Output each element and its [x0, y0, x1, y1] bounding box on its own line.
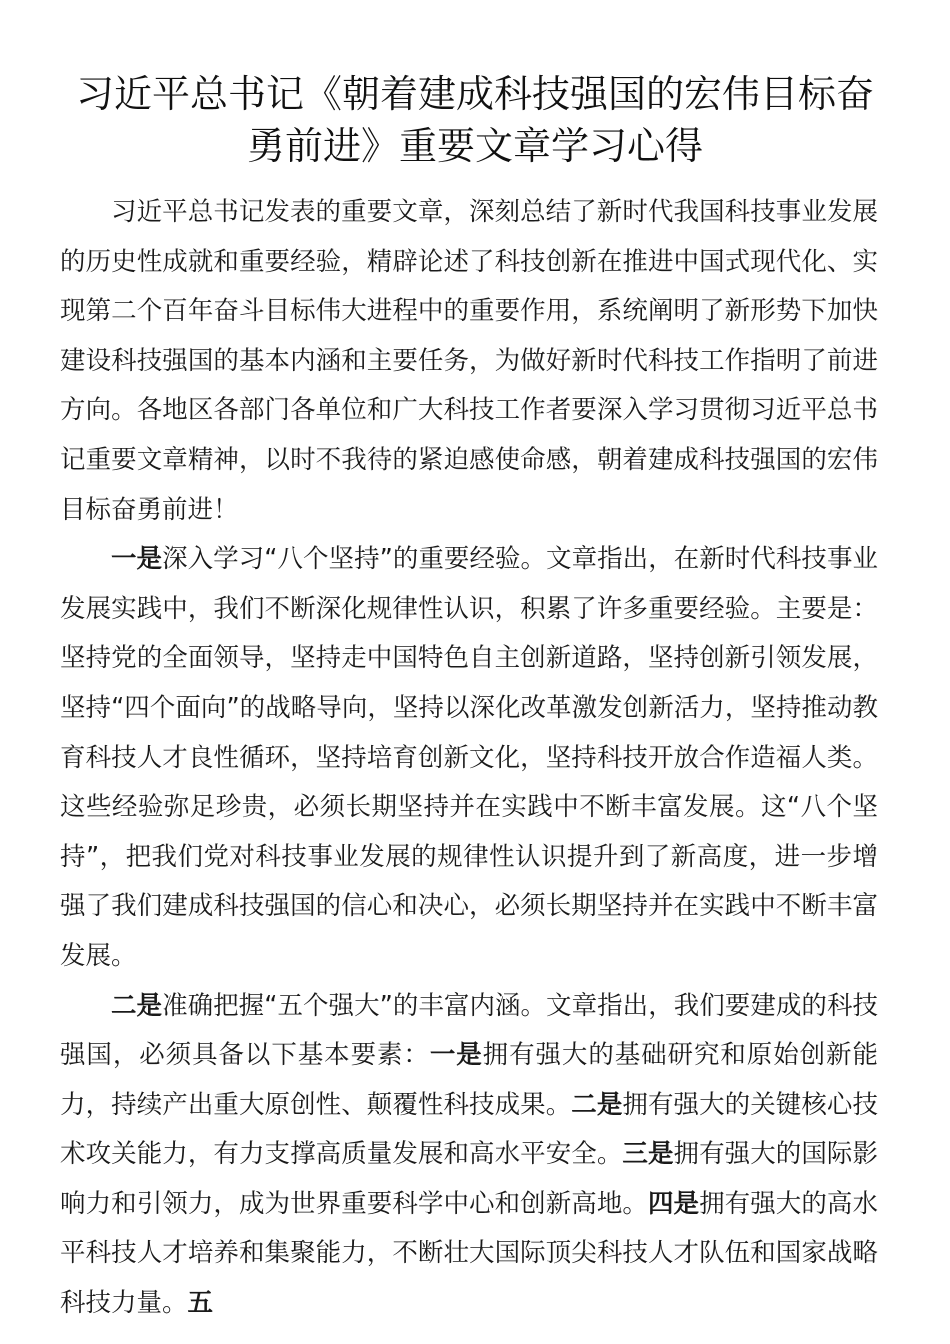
document-body [60, 188, 878, 1329]
item-lead: 三是 [622, 1139, 674, 1170]
item-lead: 一是 [429, 1040, 483, 1071]
paragraph-lead: 一是 [111, 544, 163, 575]
paragraph-text: 深入学习“八个坚持”的重要经验。文章指出，在新时代科技事业发展实践中，我们不断深化规律性认识，积累了许多重要经验。主要是：坚持党的全面领导，坚持走中国特色自主创新道路，坚持创新引领发展，坚持“四个面向”的战略导向，坚持以深化改革激发创新活力，坚持推动教育科技人才良性循环，坚持培育创新文化，坚持科技开放合作造福人类。这些经验弥足珍贵，必须长期坚持并在实践中不断丰富发展。这“八个坚持”，把我们党对科技事业发展的规律性认识提升到了新高度，进一步增强了我们建成科技强国的信心和决心，必须长期坚持并在实践中不断丰富发展。 [60, 544, 878, 971]
item-text: 拥有强大的基础研究和原始创新能力，持续产出重大原创性、颠覆性科技成果。 [60, 1040, 878, 1120]
paragraph-intro [60, 188, 878, 535]
paragraph-lead: 二是 [111, 990, 163, 1021]
paragraph-second-point [60, 982, 878, 1329]
paragraph-text: 习近平总书记发表的重要文章，深刻总结了新时代我国科技事业发展的历史性成就和重要经验，精辟论述了科技创新在推进中国式现代化、实现第二个百年奋斗目标伟大进程中的重要作用，系统阐明了新形势下加快建设科技强国的基本内涵和主要任务，为做好新时代科技工作指明了前进方向。各地区各部门各单位和广大科技工作者要深入学习贯彻习近平总书记重要文章精神，以时不我待的紧迫感使命感，朝着建成科技强国的宏伟目标奋勇前进！ [60, 197, 878, 525]
item-text: 拥有强大的国际影响力和引领力，成为世界重要科学中心和创新高地。 [60, 1139, 878, 1219]
paragraph-text: 准确把握“五个强大”的丰富内涵。文章指出，我们要建成的科技强国，必须具备以下基本要素： [60, 990, 878, 1071]
paragraph-first-point [60, 535, 878, 981]
item-lead: 五 [187, 1288, 214, 1319]
item-text: 拥有强大的关键核心技术攻关能力，有力支撑高质量发展和高水平安全。 [60, 1089, 878, 1170]
item-lead: 四是 [647, 1188, 700, 1219]
document-title: 习近平总书记《朝着建成科技强国的宏伟目标奋勇前进》重要文章学习心得 [75, 72, 874, 168]
item-text: 拥有强大的高水平科技人才培养和集聚能力，不断壮大国际顶尖科技人才队伍和国家战略科技力量。 [60, 1188, 878, 1319]
item-lead: 二是 [571, 1089, 623, 1120]
